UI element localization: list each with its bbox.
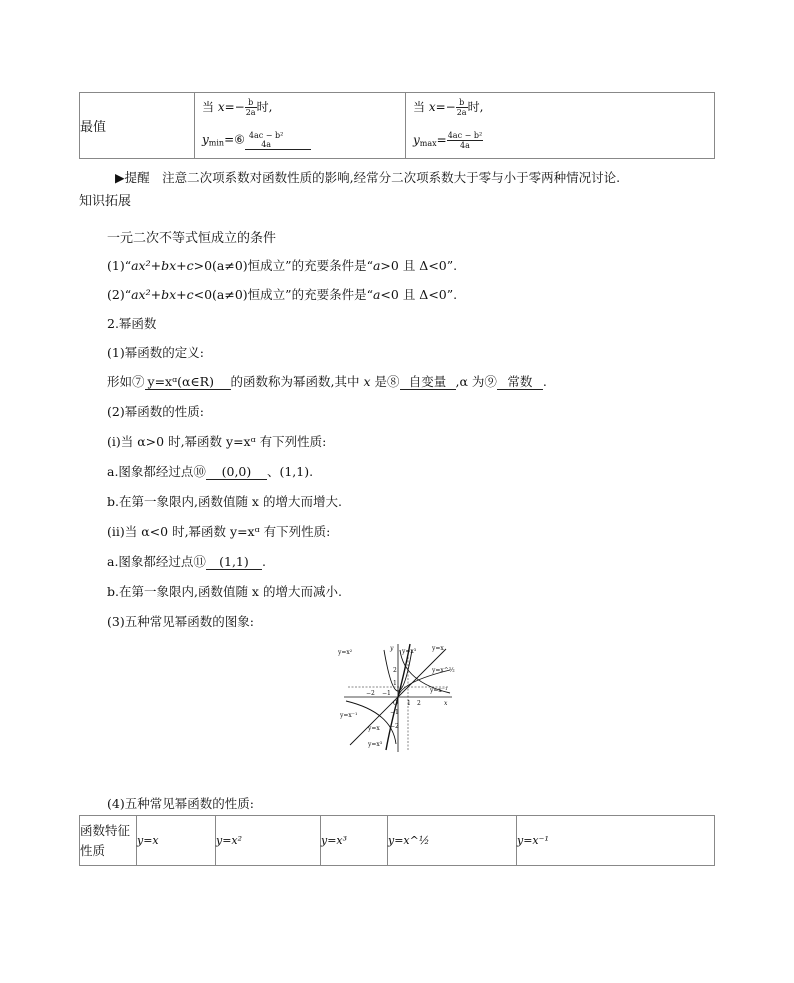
max-condition: 当 x=− $\frac{b}{2a}$ 时,	[413, 98, 484, 117]
knowledge-heading: 知识拓展	[79, 194, 132, 209]
blank-9: 常数	[497, 375, 543, 390]
label-y-x3-bottom: y=x³	[368, 741, 383, 748]
power-function-properties-table	[79, 815, 715, 866]
blank-8: 自变量	[400, 375, 456, 390]
case-positive-b: b.在第一象限内,函数值随 x 的增大而增大.	[107, 494, 342, 509]
extremum-table	[79, 92, 715, 159]
svg-text:−2: −2	[366, 690, 375, 697]
svg-text:1: 1	[393, 680, 397, 687]
svg-text:−1: −1	[390, 709, 399, 716]
label-y-inv-right: y=x⁻¹	[430, 687, 448, 694]
col-y-sqrt: y=x^½	[388, 816, 517, 866]
label-y-x3: y=x³	[402, 648, 417, 655]
condition-title: 一元二次不等式恒成立的条件	[107, 231, 277, 246]
definition-title: (1)幂函数的定义:	[107, 345, 204, 360]
case-negative-b: b.在第一象限内,函数值随 x 的增大而减小.	[107, 584, 342, 599]
col-y-x2: y=x²	[216, 816, 321, 866]
min-condition: 当 x=− $\frac{b}{2a}$ 时,	[202, 98, 273, 117]
blank-10: (0,0)	[206, 465, 267, 480]
min-x-fraction: $\frac{b}{2a}$	[245, 98, 256, 117]
col-y-inv: y=x⁻¹	[517, 816, 715, 866]
svg-text:1: 1	[407, 700, 411, 707]
svg-text:x: x	[444, 700, 448, 707]
power-functions-graph	[338, 642, 458, 754]
condition-1: (1)“ax²+bx+c>0(a≠0)恒成立”的充要条件是“a>0 且 Δ<0”.	[107, 258, 458, 273]
max-cell	[406, 93, 715, 159]
blank-7: y=xᵅ(α∈R)	[145, 375, 231, 390]
label-y-sqrt: y=x^½	[432, 667, 455, 674]
col-y-x3: y=x³	[321, 816, 388, 866]
tip-text: ▶提醒 注意二次项系数对函数性质的影响,经常分二次项系数大于零与小于零两种情况讨论.	[115, 170, 621, 185]
min-value: $y_{min}=⑥$ 4ac − b² 4a	[202, 131, 311, 150]
svg-text:O: O	[393, 700, 398, 707]
section-power-functions: 2.幂函数	[107, 316, 157, 331]
max-x-fraction: $\frac{b}{2a}$	[456, 98, 467, 117]
row-label-cell	[80, 93, 195, 159]
svg-text:2: 2	[417, 700, 421, 707]
header-cell: 函数特征 性质	[80, 816, 137, 866]
case-positive: (i)当 α>0 时,幂函数 y=xᵅ 有下列性质:	[107, 434, 327, 449]
svg-text:y: y	[390, 645, 394, 652]
definition-text: 形如⑦ y=xᵅ(α∈R) 的函数称为幂函数,其中 x 是⑧ 自变量 ,α 为⑨ 常数 .	[107, 374, 547, 389]
max-answer-fraction: $\frac{\text{4ac − b²}}{4a}$	[447, 131, 483, 150]
properties-title: (2)幂函数的性质:	[107, 404, 204, 419]
properties-table-title: (4)五种常见幂函数的性质:	[107, 796, 254, 811]
svg-text:−2: −2	[390, 723, 399, 730]
row-label: 最值	[80, 120, 107, 135]
max-value: $y_{max}=$ $\frac{\text{4ac − b²}}{4a}$	[413, 131, 483, 150]
case-negative-a: a.图象都经过点⑪ (1,1) .	[107, 554, 266, 569]
svg-text:−1: −1	[382, 690, 391, 697]
svg-text:2: 2	[393, 667, 397, 674]
col-y-x: y=x	[137, 816, 216, 866]
case-positive-a: a.图象都经过点⑩ (0,0) 、(1,1).	[107, 464, 314, 479]
blank-11: (1,1)	[206, 555, 262, 570]
min-answer-blank: 4ac − b² 4a	[245, 131, 311, 150]
case-negative: (ii)当 α<0 时,幂函数 y=xᵅ 有下列性质:	[107, 524, 331, 539]
condition-2: (2)“ax²+bx+c<0(a≠0)恒成立”的充要条件是“a<0 且 Δ<0”.	[107, 287, 458, 302]
label-y-x-bottom: y=x	[368, 725, 380, 732]
label-y-x: y=x	[432, 645, 444, 652]
label-y-x2: y=x²	[338, 649, 353, 656]
label-y-inv-left: y=x⁻¹	[340, 712, 358, 719]
min-cell	[195, 93, 406, 159]
graph-title: (3)五种常见幂函数的图象:	[107, 614, 254, 629]
